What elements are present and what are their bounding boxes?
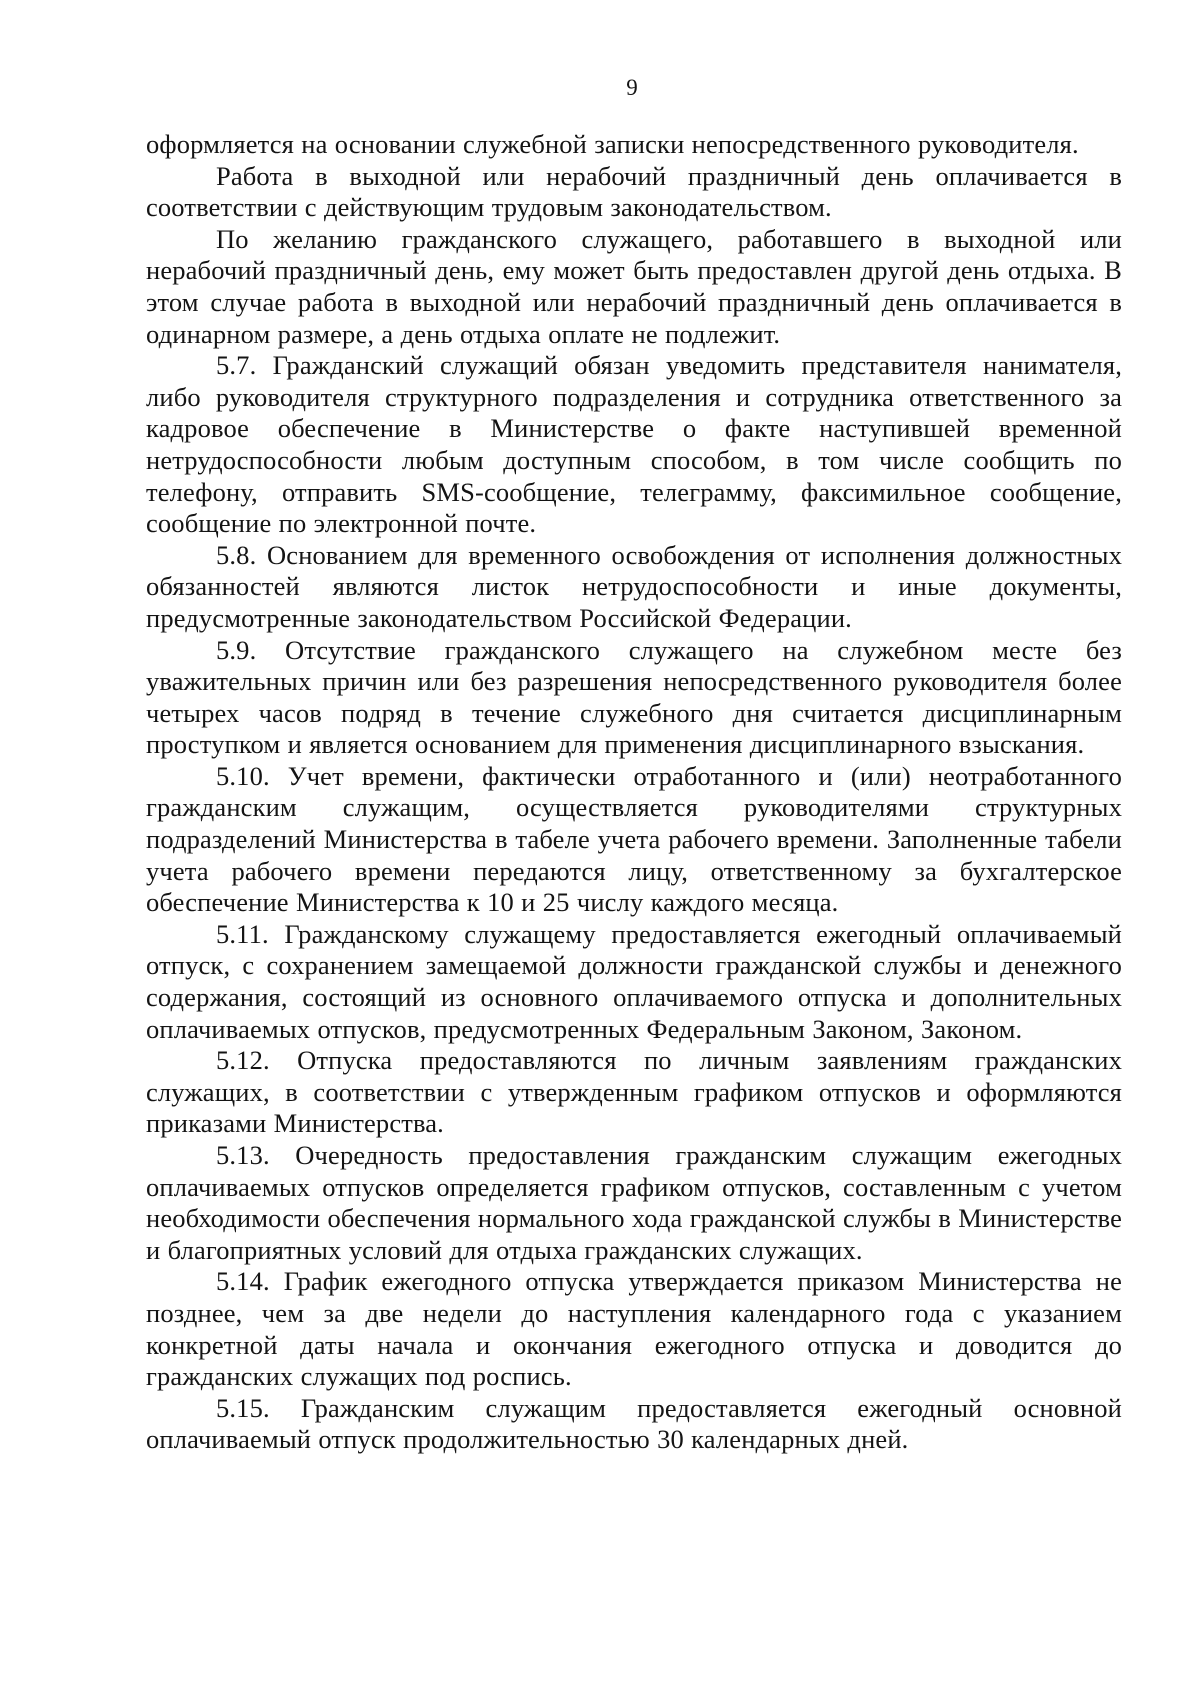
paragraph-5-9: 5.9. Отсутствие гражданского служащего на служебном месте без уважительных причин или без разрешения непосредственного руководителя более четырех часов подряд в течение служебного дня считается дисциплинарным проступком и является основанием для применения дисциплинарного взыскания. xyxy=(146,634,1122,760)
paragraph-5-15: 5.15. Гражданским служащим предоставляется ежегодный основной оплачиваемый отпуск продолжительностью 30 календарных дней. xyxy=(146,1392,1122,1455)
page-number: 9 xyxy=(626,75,638,100)
document-body xyxy=(146,129,1122,1456)
paragraph-weekend-pay: Работа в выходной или нерабочий праздничный день оплачивается в соответствии с действующим трудовым законодательством. xyxy=(146,160,1122,223)
paragraph-5-11: 5.11. Гражданскому служащему предоставляется ежегодный оплачиваемый отпуск, с сохранением замещаемой должности гражданской службы и денежного содержания, состоящий из основного оплачиваемого отпуска и дополнительных оплачиваемых отпусков, предусмотренных Федеральным Законом, Законом. xyxy=(146,918,1122,1044)
paragraph-5-14: 5.14. График ежегодного отпуска утверждается приказом Министерства не позднее, чем за две недели до наступления календарного года с указанием конкретной даты начала и окончания ежегодного отпуска и доводится до гражданских служащих под роспись. xyxy=(146,1266,1122,1392)
paragraph-5-10: 5.10. Учет времени, фактически отработанного и (или) неотработанного гражданским служащим, осуществляется руководителями структурных подразделений Министерства в табеле учета рабочего времени. Заполненные табели учета рабочего времени передаются лицу, ответственному за бухгалтерское обеспечение Министерства к 10 и 25 числу каждого месяца. xyxy=(146,760,1122,918)
paragraph-5-7: 5.7. Гражданский служащий обязан уведомить представителя нанимателя, либо руководителя структурного подразделения и сотрудника ответственного за кадровое обеспечение в Министерстве о факте наступившей временной нетрудоспособности любым доступным способом, в том числе сообщить по телефону, отправить SMS-сообщение, телеграмму, факсимильное сообщение, сообщение по электронной почте. xyxy=(146,350,1122,539)
paragraph-day-off: По желанию гражданского служащего, работавшего в выходной или нерабочий праздничный день, ему может быть предоставлен другой день отдыха. В этом случае работа в выходной или нерабочий праздничный день оплачивается в одинарном размере, а день отдыха оплате не подлежит. xyxy=(146,223,1122,349)
paragraph-continuation: оформляется на основании служебной записки непосредственного руководителя. xyxy=(146,129,1079,159)
paragraph-5-12: 5.12. Отпуска предоставляются по личным заявлениям гражданских служащих, в соответствии с утвержденным графиком отпусков и оформляются приказами Министерства. xyxy=(146,1045,1122,1139)
paragraph-5-13: 5.13. Очередность предоставления гражданским служащим ежегодных оплачиваемых отпусков определяется графиком отпусков, составленным с учетом необходимости обеспечения нормального хода гражданской службы в Министерстве и благоприятных условий для отдыха гражданских служащих. xyxy=(146,1140,1122,1265)
paragraph-5-8: 5.8. Основанием для временного освобождения от исполнения должностных обязанностей являются листок нетрудоспособности и иные документы, предусмотренные законодательством Российской Федерации. xyxy=(146,539,1122,633)
